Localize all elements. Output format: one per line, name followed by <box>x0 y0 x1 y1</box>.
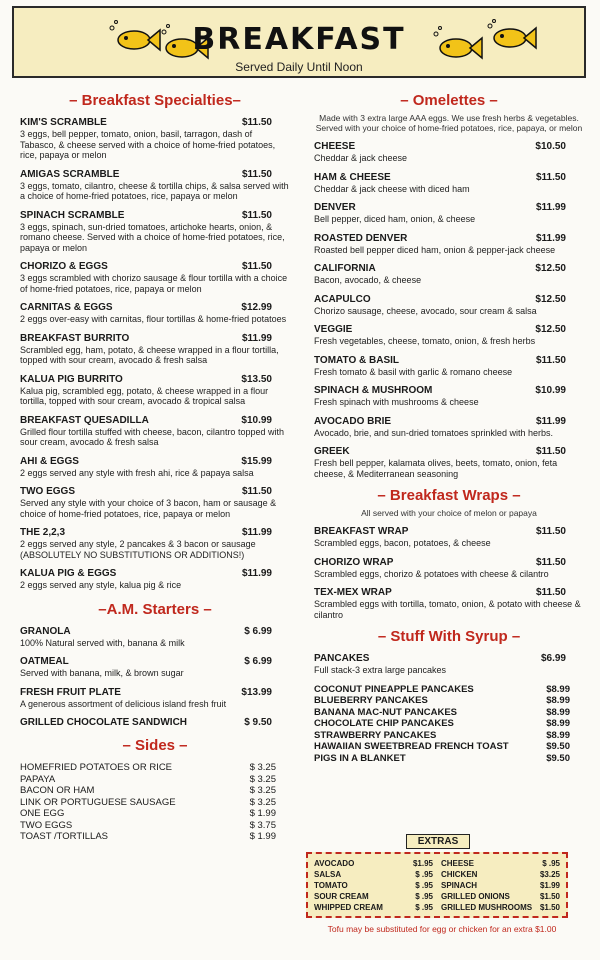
item-name: TWO EGGS <box>20 486 75 497</box>
menu-item <box>20 687 290 710</box>
item-name: THE 2,2,3 <box>20 527 66 538</box>
menu-item <box>20 568 290 591</box>
row-name: TOAST /TORTILLAS <box>20 831 108 842</box>
price-row <box>20 808 290 820</box>
item-name: KALUA PIG BURRITO <box>20 373 123 385</box>
item-description: 100% Natural served with, banana & milk <box>20 637 185 648</box>
item-name: GREEK <box>314 446 350 457</box>
item-name: OATMEAL <box>20 656 69 667</box>
section-title-specialties: – Breakfast Specialties– <box>69 92 241 109</box>
item-name: CHORIZO WRAP <box>314 556 394 568</box>
extras-box <box>306 852 568 918</box>
page-title: BREAKFAST <box>192 22 406 57</box>
omelettes-list <box>314 141 584 479</box>
price-row <box>20 785 290 797</box>
menu-item <box>314 263 584 286</box>
item-description: Scrambled eggs, chorizo & potatoes with cheese & cilantro <box>314 568 549 579</box>
item-description: Kalua pig, scrambled egg, potato, & cheese wrapped in a flour tortilla, topped with sour cream, avocado & tropical salsa <box>20 385 269 406</box>
item-name: AVOCADO BRIE <box>314 415 392 427</box>
item-price: $ 9.50 <box>244 717 272 728</box>
item-description: Fresh spinach with mushrooms & cheese <box>314 397 479 407</box>
extras-title: EXTRAS <box>406 834 470 849</box>
price-row <box>314 741 584 753</box>
price-row <box>20 820 290 832</box>
row-price: $9.50 <box>546 741 570 752</box>
item-price: $11.99 <box>535 202 566 213</box>
price-row <box>441 902 560 913</box>
row-price: $ .95 <box>415 881 433 890</box>
item-description: Fresh tomato & basil with garlic & romano cheese <box>314 366 513 377</box>
row-name: PAPAYA <box>20 773 56 785</box>
item-price: $10.99 <box>535 385 566 396</box>
row-price: $1.95 <box>412 859 433 868</box>
item-description: Grilled flour tortilla stuffed with cheese, bacon, cilantro topped with sour cream, avocado & fresh salsa <box>20 426 284 447</box>
item-price: $10.99 <box>241 414 272 426</box>
item-price: $13.99 <box>241 686 272 698</box>
menu-item <box>20 302 290 325</box>
row-name: BLUEBERRY PANCAKES <box>314 695 428 706</box>
section-title-wraps: – Breakfast Wraps – <box>377 487 521 504</box>
row-name: CHEESE <box>441 859 474 868</box>
item-price: $11.50 <box>241 261 272 272</box>
price-row <box>441 880 560 891</box>
menu-item <box>314 141 584 164</box>
item-description: Chorizo sausage, cheese, avocado, sour cream & salsa <box>314 305 537 316</box>
left-column <box>20 88 290 843</box>
page-subtitle: Served Daily Until Noon <box>235 60 363 74</box>
price-row <box>20 774 290 786</box>
row-name: HAWAIIAN SWEETBREAD FRENCH TOAST <box>314 741 509 752</box>
row-price: $ .95 <box>415 903 433 912</box>
row-name: BANANA MAC-NUT PANCAKES <box>314 706 458 718</box>
item-price: $11.99 <box>535 232 566 244</box>
row-name: TOMATO <box>314 881 348 890</box>
row-name: SALSA <box>314 870 342 879</box>
item-description: 3 eggs, spinach, sun-dried tomatoes, artichoke hearts, onion, & romano cheese. Served with a choice of home-fried potatoes, rice, papaya or melon <box>20 221 285 253</box>
item-price: $11.50 <box>241 486 272 497</box>
price-row <box>20 797 290 809</box>
item-description: Roasted bell pepper diced ham, onion & pepper-jack cheese <box>314 244 556 255</box>
item-description: 3 eggs, bell pepper, tomato, onion, basil, tarragon, dash of Tabasco, & cheese served with a choice of home-fried potatoes, rice, papaya or melon <box>20 129 276 160</box>
row-name: CHOCOLATE CHIP PANCAKES <box>314 718 454 729</box>
row-name: COCONUT PINEAPPLE PANCAKES <box>314 683 474 695</box>
starters-list <box>20 626 290 730</box>
menu-item <box>20 415 290 448</box>
menu-header <box>12 6 586 78</box>
specialties-list <box>20 117 290 591</box>
menu-item <box>314 324 584 347</box>
row-price: $8.99 <box>546 718 570 729</box>
menu-item <box>314 416 584 439</box>
price-row <box>314 902 433 913</box>
menu-item <box>314 355 584 378</box>
item-description: Served any style with your choice of 3 bacon, ham or sausage & choice of home-fried potatoes, rice, papaya or melon <box>20 498 277 519</box>
sides-list <box>20 762 290 843</box>
item-price: $15.99 <box>241 455 272 467</box>
item-price: $11.99 <box>241 527 272 538</box>
item-price: $11.99 <box>535 415 566 427</box>
row-name: AVOCADO <box>314 859 355 868</box>
item-name: CHORIZO & EGGS <box>20 261 108 272</box>
row-name: GRILLED ONIONS <box>441 892 510 901</box>
menu-item <box>20 210 290 254</box>
item-price: $12.50 <box>535 293 566 305</box>
item-name: DENVER <box>314 202 356 213</box>
item-description: Fresh bell pepper, kalamata olives, beets, tomato, onion, feta cheese, & Mediterranean seasoning <box>314 458 558 479</box>
price-row <box>441 869 560 880</box>
item-price: $10.50 <box>535 141 566 152</box>
menu-item <box>20 626 290 649</box>
item-description: Avocado, brie, and sun-dried tomatoes sprinkled with herbs. <box>314 427 553 438</box>
menu-item <box>20 486 290 519</box>
price-row <box>314 718 584 730</box>
item-description: 2 eggs served any style with fresh ahi, rice & papaya salsa <box>20 467 254 478</box>
item-name: AMIGAS SCRAMBLE <box>20 168 120 180</box>
price-row <box>314 695 584 707</box>
menu-item <box>314 446 584 479</box>
item-price: $12.99 <box>241 302 272 313</box>
item-name: TOMATO & BASIL <box>314 354 399 366</box>
row-name: SPINACH <box>441 881 478 890</box>
extras-left-column <box>314 858 433 913</box>
row-price: $8.99 <box>546 729 570 741</box>
item-price: $11.50 <box>535 556 566 568</box>
price-row <box>314 730 584 742</box>
menu-item <box>20 374 290 407</box>
row-name: GRILLED MUSHROOMS <box>441 903 533 912</box>
row-name: BACON OR HAM <box>20 785 95 796</box>
item-description: 3 eggs scrambled with chorizo sausage & flour tortilla with a choice of home-fried potatoes, rice, papaya or melon <box>20 273 288 294</box>
item-price: $11.50 <box>535 526 566 537</box>
row-price: $ 3.25 <box>249 785 276 796</box>
row-price: $8.99 <box>546 706 570 718</box>
fish-icon <box>426 18 546 68</box>
wraps-list <box>314 526 584 620</box>
menu-item <box>20 261 290 294</box>
row-price: $ 3.75 <box>249 819 276 831</box>
item-name: SPINACH SCRAMBLE <box>20 209 125 221</box>
item-name: GRANOLA <box>20 625 71 637</box>
item-name: GRILLED CHOCOLATE SANDWICH <box>20 717 188 728</box>
item-name: AHI & EGGS <box>20 455 79 467</box>
item-price: $11.50 <box>535 446 566 457</box>
price-row <box>314 891 433 902</box>
menu-item <box>20 456 290 479</box>
price-row <box>314 858 433 869</box>
menu-item <box>314 202 584 225</box>
wraps-note: All served with your choice of melon or papaya <box>361 508 537 518</box>
item-price: $11.99 <box>241 568 272 579</box>
item-name: KALUA PIG & EGGS <box>20 568 117 579</box>
item-name: HAM & CHEESE <box>314 171 391 183</box>
menu-item-pancakes <box>314 653 584 676</box>
item-price: $11.50 <box>535 587 566 598</box>
item-price: $11.50 <box>535 354 566 366</box>
item-price: $12.50 <box>535 324 566 335</box>
section-title-sides: – Sides – <box>122 737 188 754</box>
section-title-syrup: – Stuff With Syrup – <box>377 628 521 645</box>
row-price: $ 3.25 <box>249 796 276 808</box>
menu-item <box>314 172 584 195</box>
row-name: STRAWBERRY PANCAKES <box>314 729 437 741</box>
menu-item <box>314 557 584 580</box>
section-title-omelettes: – Omelettes – <box>400 92 498 109</box>
item-description: 2 eggs served any style, 2 pancakes & 3 bacon or sausage (ABSOLUTELY NO SUBSTITUTIONS OR ADDITIONS!) <box>20 539 256 560</box>
row-name: HOMEFRIED POTATOES OR RICE <box>20 762 173 773</box>
row-name: SOUR CREAM <box>314 892 369 901</box>
section-title-starters: –A.M. Starters – <box>98 600 212 618</box>
item-name: PANCAKES <box>314 653 370 664</box>
item-description: Full stack-3 extra large pancakes <box>314 665 447 675</box>
item-name: VEGGIE <box>314 324 353 335</box>
item-description: Scrambled eggs, bacon, potatoes, & cheese <box>314 538 491 548</box>
right-column <box>314 88 584 764</box>
row-price: $ 1.99 <box>249 831 276 842</box>
item-name: ROASTED DENVER <box>314 232 408 244</box>
menu-item <box>314 233 584 256</box>
menu-item <box>20 527 290 560</box>
price-row <box>20 762 290 774</box>
item-description: Cheddar & jack cheese with diced ham <box>314 183 470 194</box>
row-name: CHICKEN <box>441 870 478 879</box>
menu-item <box>20 333 290 366</box>
item-name: CHEESE <box>314 141 356 152</box>
row-name: ONE EGG <box>20 808 65 819</box>
item-price: $13.50 <box>241 373 272 385</box>
price-row <box>441 858 560 869</box>
item-description: 2 eggs served any style, kalua pig & rice <box>20 580 182 590</box>
item-price: $11.50 <box>241 168 272 180</box>
item-name: ACAPULCO <box>314 293 371 305</box>
menu-item <box>314 385 584 408</box>
item-description: Bacon, avocado, & cheese <box>314 275 422 285</box>
menu-item <box>20 117 290 161</box>
menu-item <box>314 526 584 549</box>
row-price: $ 3.25 <box>249 773 276 785</box>
item-price: $11.99 <box>241 332 272 344</box>
price-row <box>314 753 584 765</box>
item-description: Scrambled egg, ham, potato, & cheese wrapped in a flour tortilla, topped with sour cream, avocado & fresh salsa <box>20 344 279 365</box>
item-name: BREAKFAST QUESADILLA <box>20 414 149 426</box>
item-price: $11.50 <box>241 117 272 128</box>
item-description: 2 eggs over-easy with carnitas, flour tortillas & home-fried potatoes <box>20 314 287 324</box>
row-price: $3.25 <box>539 870 560 879</box>
row-price: $ 1.99 <box>249 808 276 819</box>
row-price: $9.50 <box>546 752 570 764</box>
item-name: CARNITAS & EGGS <box>20 302 113 313</box>
price-row <box>314 880 433 891</box>
row-name: WHIPPED CREAM <box>314 903 383 912</box>
menu-item <box>314 294 584 317</box>
price-row <box>314 684 584 696</box>
row-price: $ 3.25 <box>249 762 276 773</box>
price-row <box>314 707 584 719</box>
omelettes-note: Made with 3 extra large AAA eggs. We use fresh herbs & vegetables. Served with your choice of home-fried potatoes, rice, papaya, or melon <box>315 113 583 133</box>
item-price: $6.99 <box>540 653 566 664</box>
menu-item <box>20 717 290 729</box>
item-price: $11.50 <box>535 171 566 183</box>
item-name: BREAKFAST BURRITO <box>20 332 130 344</box>
item-description: Fresh vegetables, cheese, tomato, onion, & fresh herbs <box>314 336 536 346</box>
row-price: $ .95 <box>415 892 433 901</box>
row-price: $ .95 <box>415 870 433 879</box>
item-name: KIM'S SCRAMBLE <box>20 117 107 128</box>
menu-item <box>20 169 290 202</box>
menu-item <box>20 656 290 679</box>
row-price: $1.50 <box>539 903 560 912</box>
extras-right-column <box>441 858 560 913</box>
item-price: $11.50 <box>241 209 272 221</box>
item-price: $ 6.99 <box>244 656 272 667</box>
item-description: Bell pepper, diced ham, onion, & cheese <box>314 214 476 224</box>
item-description: Served with banana, milk, & brown sugar <box>20 668 184 678</box>
row-price: $ .95 <box>542 859 560 868</box>
item-name: SPINACH & MUSHROOM <box>314 385 433 396</box>
tofu-note: Tofu may be substituted for egg or chicken for an extra $1.00 <box>327 924 557 934</box>
syrup-list <box>314 684 584 765</box>
item-description: Cheddar & jack cheese <box>314 153 408 163</box>
item-name: FRESH FRUIT PLATE <box>20 686 121 698</box>
row-price: $8.99 <box>546 695 570 706</box>
item-name: BREAKFAST WRAP <box>314 526 409 537</box>
item-price: $ 6.99 <box>244 625 272 637</box>
item-description: Scrambled eggs with tortilla, tomato, onion, & potato with cheese & cilantro <box>314 599 581 620</box>
item-description: A generous assortment of delicious island fresh fruit <box>20 698 227 709</box>
row-name: LINK OR PORTUGUESE SAUSAGE <box>20 796 176 808</box>
row-price: $8.99 <box>546 683 570 695</box>
item-name: CALIFORNIA <box>314 263 376 274</box>
price-row <box>20 831 290 843</box>
row-price: $1.99 <box>539 881 560 890</box>
price-row <box>441 891 560 902</box>
row-price: $1.50 <box>539 892 560 901</box>
price-row <box>314 869 433 880</box>
row-name: PIGS IN A BLANKET <box>314 752 406 764</box>
item-description: 3 eggs, tomato, cilantro, cheese & tortilla chips, & salsa served with a choice of home-fried potatoes, rice, papaya or melon <box>20 180 289 201</box>
row-name: TWO EGGS <box>20 819 73 831</box>
menu-item <box>314 587 584 620</box>
item-name: TEX-MEX WRAP <box>314 587 392 598</box>
item-price: $12.50 <box>535 263 566 274</box>
